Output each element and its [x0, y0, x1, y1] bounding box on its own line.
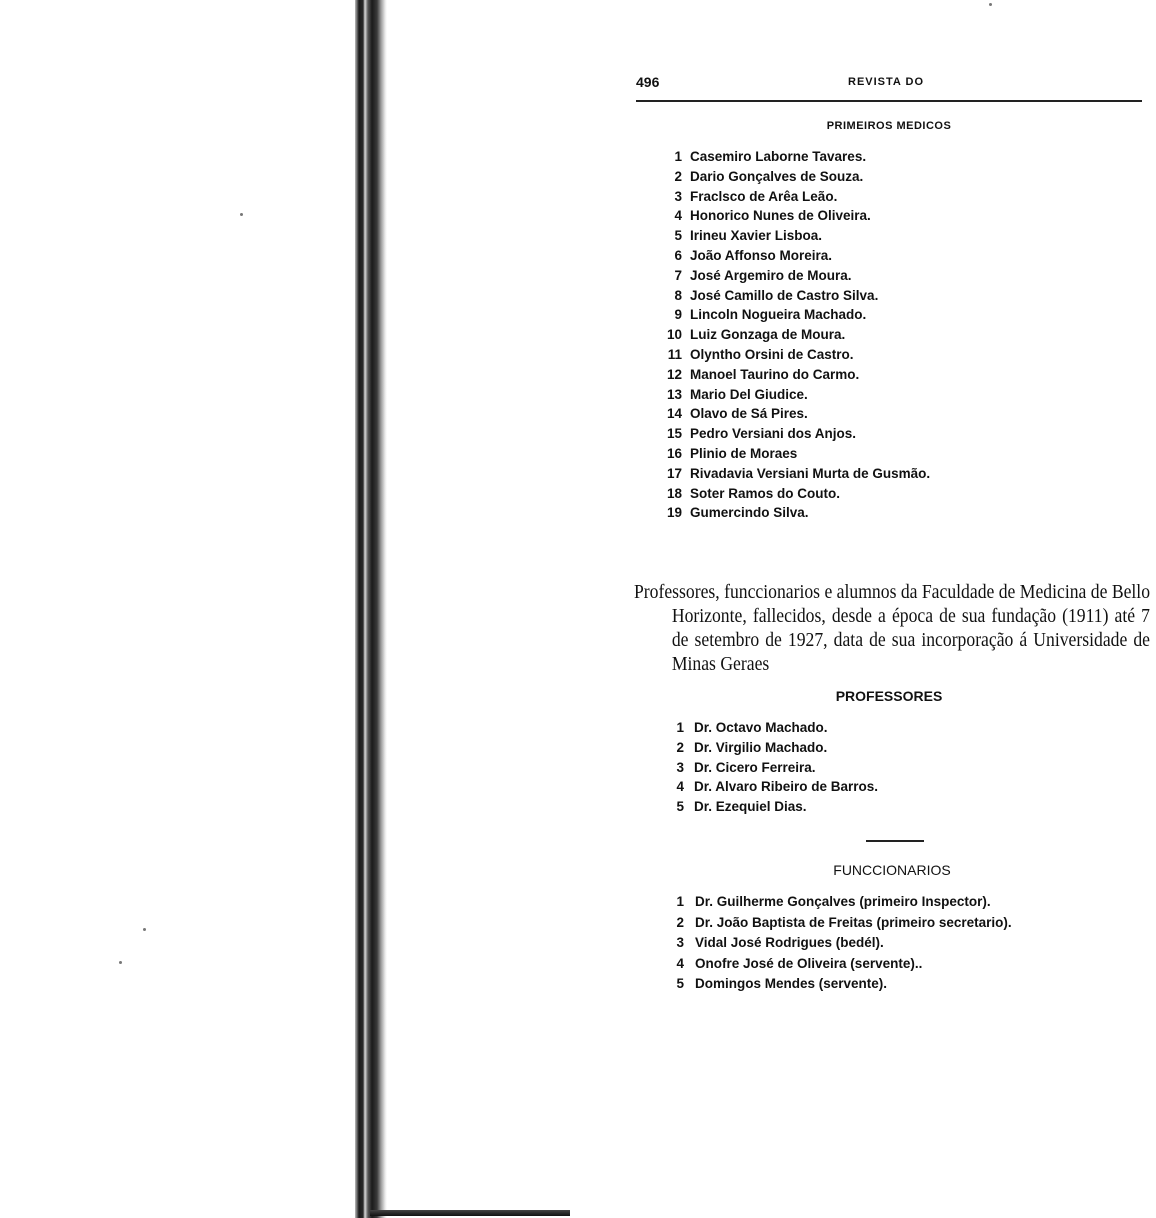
item-number: 1	[676, 720, 684, 735]
scan-speck	[119, 961, 122, 964]
item-number: 18	[666, 485, 682, 501]
item-name: Plinio de Moraes	[690, 445, 798, 461]
item-name: José Camillo de Castro Silva.	[690, 287, 879, 303]
item-name: Luiz Gonzaga de Moura.	[690, 327, 846, 343]
section-intro-paragraph: Professores, funccionarios e alumnos da Faculdade de Medicina de Bello Horizonte, fallecidos, desde a época de sua fundação (1911) até 7 de setembro de 1927, data de sua incorporação á Universidade de Minas Geraes	[634, 580, 1151, 675]
item-number: 8	[674, 287, 682, 303]
item-name: Fraclsco de Arêa Leão.	[690, 188, 838, 204]
item-number: 1	[676, 894, 684, 909]
item-number: 2	[674, 168, 682, 184]
book-spine-shadow	[355, 0, 387, 1218]
section-divider	[866, 840, 924, 842]
item-name: Domingos Mendes (servente).	[695, 976, 888, 991]
item-name: Pedro Versiani dos Anjos.	[690, 426, 857, 442]
item-name: Olyntho Orsini de Castro.	[690, 346, 854, 362]
item-number: 6	[674, 247, 682, 263]
page-bottom-edge	[370, 1210, 570, 1216]
item-name: Dr. Virgilio Machado.	[694, 739, 828, 755]
item-number: 2	[676, 739, 684, 755]
item-number: 3	[676, 935, 684, 950]
item-name: Dario Gonçalves de Souza.	[690, 168, 864, 184]
item-number: 14	[666, 406, 682, 422]
item-name: José Argemiro de Moura.	[690, 267, 852, 283]
item-number: 5	[676, 976, 684, 991]
item-name: Manoel Taurino do Carmo.	[690, 366, 860, 382]
item-number: 4	[674, 208, 682, 224]
item-name: Mario Del Giudice.	[690, 386, 808, 402]
item-number: 19	[666, 505, 682, 521]
item-number: 10	[666, 327, 682, 343]
item-name: Irineu Xavier Lisboa.	[690, 228, 823, 244]
item-name: Dr. Octavo Machado.	[694, 720, 828, 735]
item-name: Dr. Ezequiel Dias.	[694, 799, 807, 815]
item-number: 3	[674, 188, 682, 204]
running-title: REVISTA DO	[848, 76, 925, 88]
item-number: 9	[674, 307, 682, 323]
item-number: 13	[666, 386, 682, 402]
item-name: João Affonso Moreira.	[690, 247, 833, 263]
item-number: 2	[676, 914, 684, 930]
item-number: 1	[674, 149, 682, 164]
item-number: 5	[674, 228, 682, 244]
item-name: Honorico Nunes de Oliveira.	[690, 208, 871, 224]
page-header	[636, 74, 1142, 102]
section-title-funccionarios: FUNCCIONARIOS	[833, 862, 951, 878]
item-name: Dr. Guilherme Gonçalves (primeiro Inspector).	[695, 894, 991, 909]
item-name: Casemiro Laborne Tavares.	[690, 149, 867, 164]
item-number: 4	[676, 955, 684, 971]
item-number: 5	[676, 799, 684, 815]
section-title-primeiros-medicos: PRIMEIROS MEDICOS	[826, 120, 952, 132]
item-name: Rivadavia Versiani Murta de Gusmão.	[690, 465, 931, 481]
item-number: 16	[666, 445, 682, 461]
item-number: 15	[666, 426, 682, 442]
item-number: 11	[667, 346, 682, 362]
item-number: 4	[676, 779, 684, 795]
page-number: 496	[636, 74, 660, 90]
item-name: Dr. Alvaro Ribeiro de Barros.	[694, 779, 879, 795]
section-title-professores: PROFESSORES	[835, 688, 943, 704]
item-name: Lincoln Nogueira Machado.	[690, 307, 867, 323]
scan-speck	[240, 213, 243, 216]
item-number: 12	[666, 366, 682, 382]
scan-speck	[143, 928, 146, 931]
item-name: Onofre José de Oliveira (servente)..	[695, 955, 923, 971]
item-name: Soter Ramos do Couto.	[690, 485, 841, 501]
item-number: 7	[674, 267, 682, 283]
item-name: Gumercindo Silva.	[690, 505, 809, 521]
item-number: 3	[676, 759, 684, 775]
item-number: 17	[666, 465, 682, 481]
scan-speck	[989, 3, 992, 6]
item-name: Dr. João Baptista de Freitas (primeiro secretario).	[695, 914, 1012, 930]
item-name: Dr. Cicero Ferreira.	[694, 759, 816, 775]
item-name: Vidal José Rodrigues (bedél).	[695, 935, 884, 950]
item-name: Olavo de Sá Pires.	[690, 406, 808, 422]
